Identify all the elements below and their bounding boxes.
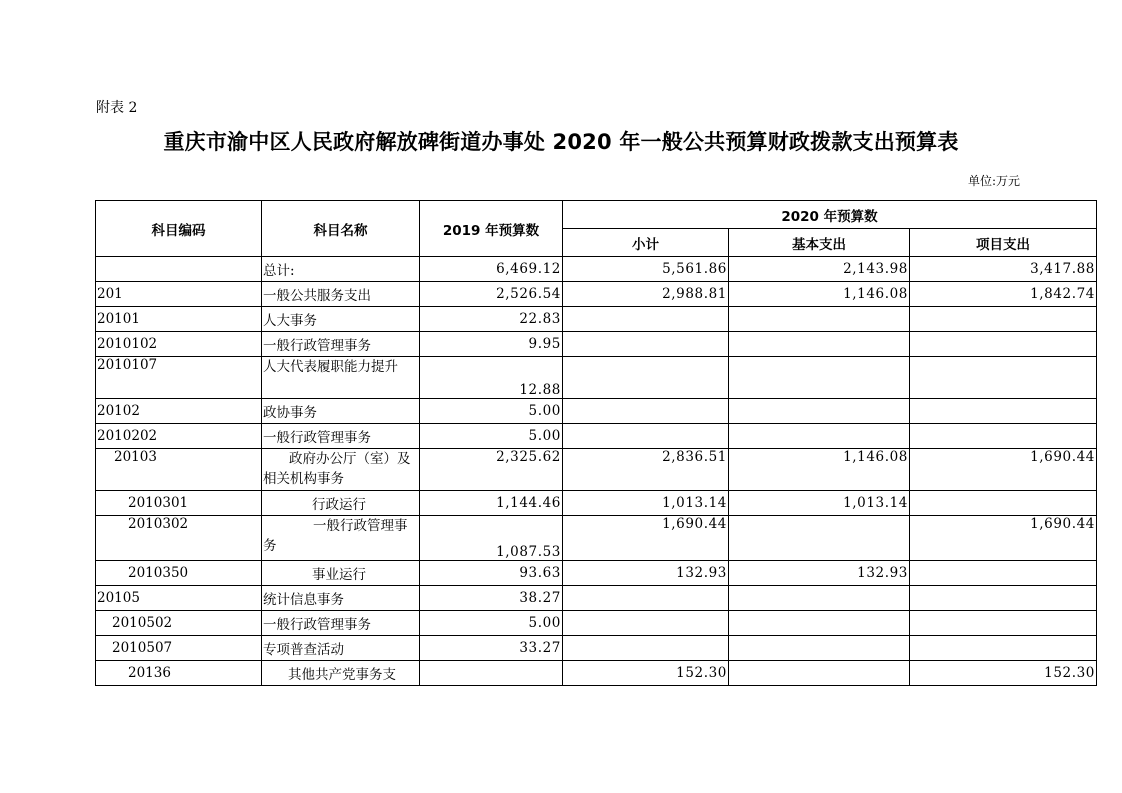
row-basic: [729, 611, 910, 636]
row-2019-value: 12.88: [420, 357, 563, 399]
header-subtotal: 小计: [563, 229, 729, 257]
row-subtotal: 1,690.44: [563, 516, 729, 561]
row-code: 2010302: [96, 516, 262, 561]
header-code: 科目编码: [96, 201, 262, 257]
row-name: 政府办公厅（室）及相关机构事务: [262, 449, 420, 491]
unit-label: 单位:万元: [968, 174, 1021, 188]
header-name: 科目名称: [262, 201, 420, 257]
row-code: 2010507: [96, 636, 262, 661]
row-project: [910, 332, 1097, 357]
table-row: [96, 636, 1097, 661]
row-2019-value: 2,526.54: [420, 282, 563, 307]
row-name: 一般公共服务支出: [262, 282, 420, 307]
row-code: 2010107: [96, 357, 262, 399]
row-code: 20103: [96, 449, 262, 491]
row-basic: [729, 661, 910, 686]
row-code: 2010102: [96, 332, 262, 357]
row-code: 2010301: [96, 491, 262, 516]
table-row: [96, 661, 1097, 686]
row-basic: [729, 357, 910, 399]
row-basic: 1,146.08: [729, 282, 910, 307]
row-subtotal: 132.93: [563, 561, 729, 586]
row-name: 政协事务: [262, 399, 420, 424]
header-2020-budget: 2020 年预算数: [563, 201, 1097, 229]
row-project: [910, 586, 1097, 611]
row-code: 20101: [96, 307, 262, 332]
row-project: 152.30: [910, 661, 1097, 686]
row-project: [910, 491, 1097, 516]
table-header: [96, 201, 1097, 257]
row-subtotal: [563, 586, 729, 611]
table-row: [96, 561, 1097, 586]
row-project: [910, 357, 1097, 399]
row-basic: 1,146.08: [729, 449, 910, 491]
row-basic: [729, 307, 910, 332]
row-subtotal: 5,561.86: [563, 257, 729, 282]
table-row: [96, 424, 1097, 449]
budget-table: [95, 200, 1097, 686]
row-2019-value: 22.83: [420, 307, 563, 332]
row-subtotal: [563, 399, 729, 424]
header-project-expense: 项目支出: [910, 229, 1097, 257]
row-2019-value: 38.27: [420, 586, 563, 611]
header-basic-expense: 基本支出: [729, 229, 910, 257]
row-subtotal: 2,836.51: [563, 449, 729, 491]
page-title: 重庆市渝中区人民政府解放碑街道办事处 2020 年一般公共预算财政拨款支出预算表: [163, 130, 959, 154]
row-name: 专项普查活动: [262, 636, 420, 661]
row-name: 行政运行: [262, 491, 420, 516]
row-name: 一般行政管理事务: [262, 424, 420, 449]
row-name: 一般行政管理事务: [262, 332, 420, 357]
row-basic: [729, 332, 910, 357]
row-project: 1,690.44: [910, 516, 1097, 561]
row-subtotal: [563, 332, 729, 357]
row-subtotal: [563, 424, 729, 449]
row-code: 20105: [96, 586, 262, 611]
row-2019-value: 2,325.62: [420, 449, 563, 491]
row-code: 2010202: [96, 424, 262, 449]
row-subtotal: 2,988.81: [563, 282, 729, 307]
table-row: [96, 257, 1097, 282]
row-project: [910, 399, 1097, 424]
row-code: 2010502: [96, 611, 262, 636]
row-basic: 1,013.14: [729, 491, 910, 516]
row-subtotal: [563, 611, 729, 636]
row-name: 事业运行: [262, 561, 420, 586]
row-basic: [729, 636, 910, 661]
row-2019-value: 5.00: [420, 424, 563, 449]
row-code: 20102: [96, 399, 262, 424]
row-name: 人大代表履职能力提升: [262, 357, 420, 399]
row-project: [910, 636, 1097, 661]
row-2019-value: 33.27: [420, 636, 563, 661]
row-2019-value: 93.63: [420, 561, 563, 586]
row-code: [96, 257, 262, 282]
row-basic: [729, 516, 910, 561]
table-row: [96, 449, 1097, 491]
row-basic: [729, 424, 910, 449]
row-subtotal: 152.30: [563, 661, 729, 686]
row-name: 其他共产党事务支: [262, 661, 420, 686]
table-row: [96, 586, 1097, 611]
row-name: 统计信息事务: [262, 586, 420, 611]
row-project: 3,417.88: [910, 257, 1097, 282]
row-project: [910, 561, 1097, 586]
row-basic: 2,143.98: [729, 257, 910, 282]
table-row: [96, 399, 1097, 424]
row-name: 总计:: [262, 257, 420, 282]
row-project: [910, 611, 1097, 636]
row-2019-value: 1,144.46: [420, 491, 563, 516]
table-row: [96, 491, 1097, 516]
row-subtotal: [563, 357, 729, 399]
row-2019-value: 6,469.12: [420, 257, 563, 282]
row-name: 一般行政管理事务: [262, 611, 420, 636]
row-project: 1,842.74: [910, 282, 1097, 307]
row-name: 一般行政管理事务: [262, 516, 420, 561]
row-2019-value: 5.00: [420, 399, 563, 424]
row-2019-value: 1,087.53: [420, 516, 563, 561]
row-project: [910, 307, 1097, 332]
row-basic: [729, 399, 910, 424]
row-subtotal: [563, 307, 729, 332]
table-row: [96, 611, 1097, 636]
row-basic: 132.93: [729, 561, 910, 586]
row-code: 2010350: [96, 561, 262, 586]
row-basic: [729, 586, 910, 611]
header-2019-budget: 2019 年预算数: [420, 201, 563, 257]
table-row: [96, 307, 1097, 332]
table-row: [96, 332, 1097, 357]
row-code: 20136: [96, 661, 262, 686]
row-code: 201: [96, 282, 262, 307]
row-subtotal: 1,013.14: [563, 491, 729, 516]
table-row: [96, 357, 1097, 399]
row-subtotal: [563, 636, 729, 661]
row-2019-value: 5.00: [420, 611, 563, 636]
row-name: 人大事务: [262, 307, 420, 332]
attachment-label: 附表 2: [96, 100, 138, 116]
row-project: 1,690.44: [910, 449, 1097, 491]
row-2019-value: [420, 661, 563, 686]
table-row: [96, 516, 1097, 561]
table-row: [96, 282, 1097, 307]
row-2019-value: 9.95: [420, 332, 563, 357]
row-project: [910, 424, 1097, 449]
